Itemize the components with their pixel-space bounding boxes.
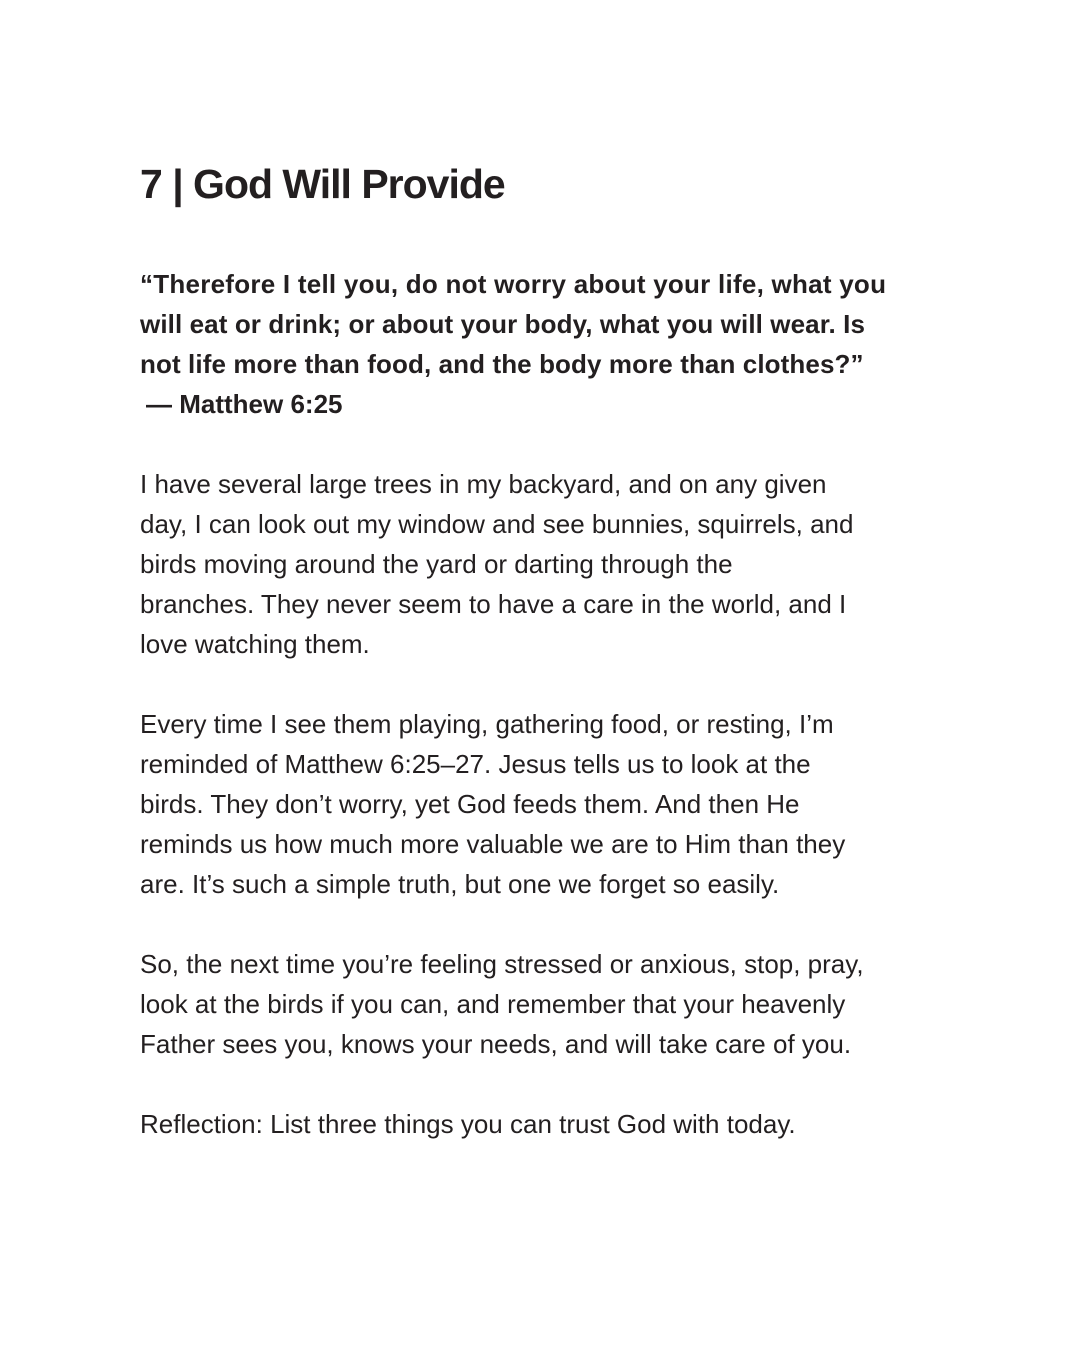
- scripture-line: not life more than food, and the body more than clothes?”: [140, 349, 864, 379]
- paragraph-line: reminds us how much more valuable we are to Him than they: [140, 829, 846, 859]
- reflection-line: Reflection: List three things you can trust God with today.: [140, 1109, 796, 1139]
- reflection-prompt: [140, 1104, 950, 1144]
- paragraph-line: love watching them.: [140, 629, 370, 659]
- scripture-line: will eat or drink; or about your body, what you will wear. Is: [140, 309, 866, 339]
- body-paragraph-3: [140, 944, 950, 1064]
- paragraph-line: Every time I see them playing, gathering food, or resting, I’m: [140, 709, 834, 739]
- scripture-citation: — Matthew 6:25: [146, 389, 343, 419]
- paragraph-line: day, I can look out my window and see bunnies, squirrels, and: [140, 509, 854, 539]
- paragraph-line: reminded of Matthew 6:25–27. Jesus tells us to look at the: [140, 749, 811, 779]
- paragraph-line: So, the next time you’re feeling stressed or anxious, stop, pray,: [140, 949, 864, 979]
- scripture-line: “Therefore I tell you, do not worry about your life, what you: [140, 269, 887, 299]
- body-paragraph-1: [140, 464, 950, 664]
- paragraph-line: birds. They don’t worry, yet God feeds them. And then He: [140, 789, 800, 819]
- paragraph-line: branches. They never seem to have a care in the world, and I: [140, 589, 847, 619]
- paragraph-line: are. It’s such a simple truth, but one we forget so easily.: [140, 869, 780, 899]
- paragraph-line: Father sees you, knows your needs, and will take care of you.: [140, 1029, 852, 1059]
- page-title: 7 | God Will Provide: [140, 161, 505, 207]
- paragraph-line: birds moving around the yard or darting through the: [140, 549, 733, 579]
- paragraph-line: I have several large trees in my backyard, and on any given: [140, 469, 827, 499]
- body-paragraph-2: [140, 704, 950, 904]
- paragraph-line: look at the birds if you can, and remember that your heavenly: [140, 989, 846, 1019]
- scripture-quote: [140, 264, 950, 424]
